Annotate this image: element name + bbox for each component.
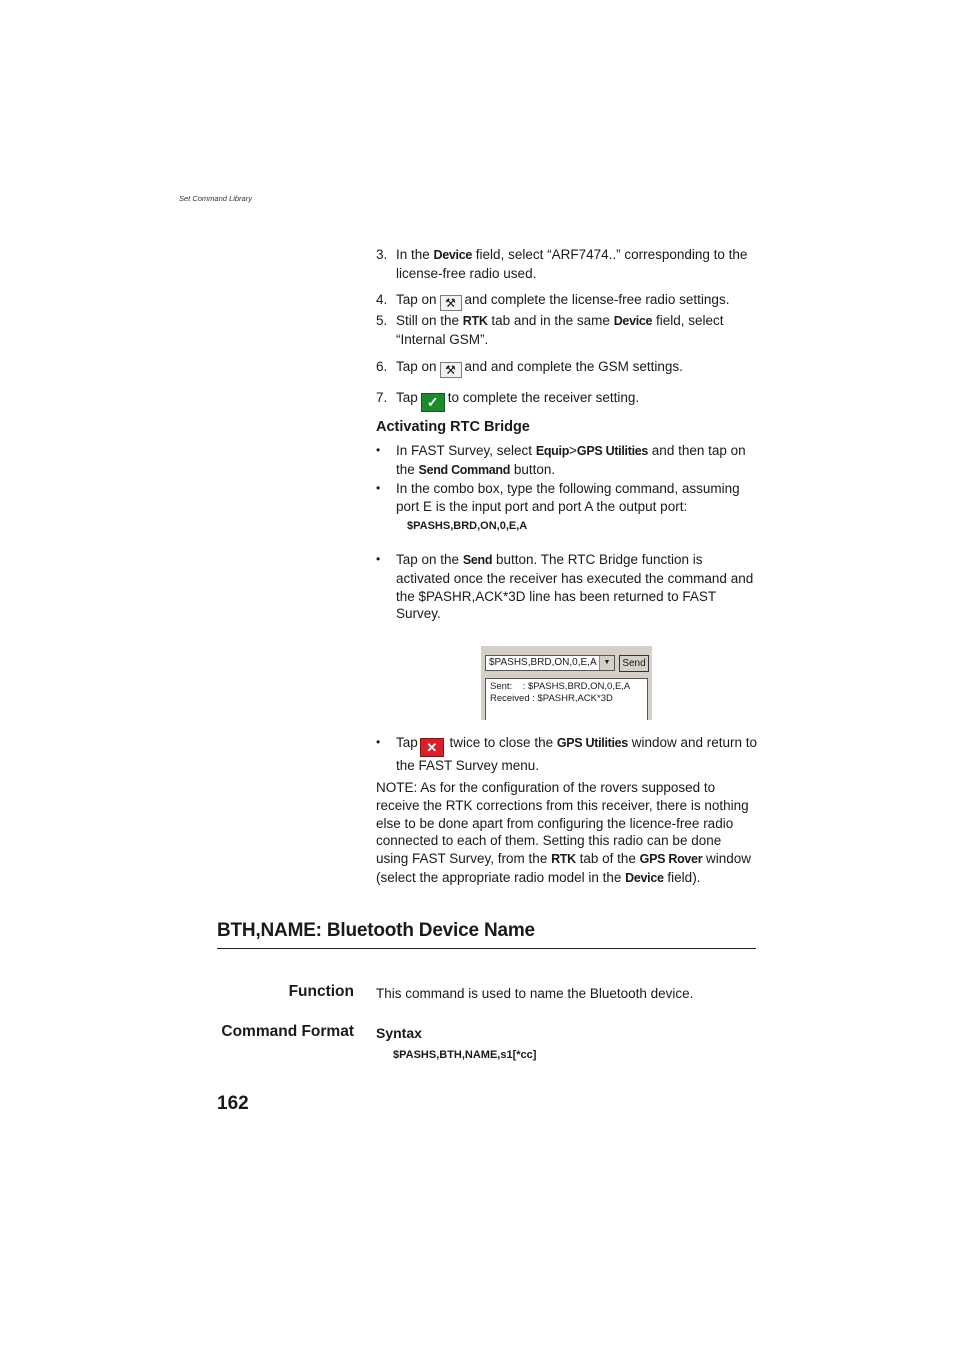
ok-checkmark-icon: ✓ [421, 393, 445, 412]
step-number: 4. [376, 292, 388, 307]
log-line: Sent: : $PASHS,BRD,ON,0,E,A [490, 681, 631, 692]
step-text: Still on the RTK tab and in the same Device field, select “Internal GSM”. [396, 313, 724, 347]
step-text: Tap on ⚒ and and complete the GSM settings. [396, 359, 683, 377]
bullet-text: In the combo box, type the following command, assuming port E is the input port and port A the output port: [396, 481, 740, 514]
command-code: $PASHS,BRD,ON,0,E,A [407, 520, 528, 532]
function-label: Function [288, 983, 354, 1000]
note-paragraph: NOTE: As for the configuration of the rovers supposed to receive the RTK corrections from this receiver, there is nothing else to be done apart from configuring the licence-free radio connected to each of them. Setting this radio can be done using FAST Survey, from the RTK tab of the GPS Rover window (select the appropriate radio model in the Device field). [376, 780, 752, 885]
step-number: 3. [376, 247, 388, 262]
syntax-label: Syntax [376, 1025, 422, 1041]
bullet-mark: • [376, 552, 381, 566]
step-number: 5. [376, 313, 388, 328]
function-text: This command is used to name the Bluetooth device. [376, 986, 694, 1001]
section-title: BTH,NAME: Bluetooth Device Name [217, 920, 535, 941]
send-command-screenshot [481, 646, 652, 720]
tools-icon: ⚒ [440, 362, 462, 378]
bullet-mark: • [376, 481, 381, 495]
close-icon: ✕ [420, 738, 444, 757]
log-line: Received : $PASHR,ACK*3D [490, 692, 613, 704]
command-log [485, 678, 648, 720]
step-number: 7. [376, 390, 388, 405]
bullet-text: Tap ✕ twice to close the GPS Utilities window and return to the FAST Survey menu. [396, 735, 758, 773]
page-number: 162 [217, 1093, 249, 1114]
send-button[interactable]: Send [619, 655, 649, 672]
bullet-text: In FAST Survey, select Equip>GPS Utilities and then tap on the Send Command button. [396, 443, 746, 477]
command-format-label: Command Format [221, 1023, 354, 1040]
tools-icon: ⚒ [440, 295, 462, 311]
syntax-code: $PASHS,BTH,NAME,s1[*cc] [393, 1049, 537, 1061]
section-divider [217, 948, 756, 949]
step-text: In the Device field, select “ARF7474..” corresponding to the license-free radio used. [396, 247, 748, 281]
bullet-mark: • [376, 443, 381, 457]
field-name: Device [433, 248, 473, 262]
command-combo-box[interactable]: $PASHS,BRD,ON,0,E,A ▼ [485, 655, 615, 671]
subsection-heading: Activating RTC Bridge [376, 419, 530, 435]
step-number: 6. [376, 359, 388, 374]
bullet-mark: • [376, 735, 381, 749]
bullet-text: Tap on the Send button. The RTC Bridge function is activated once the receiver has executed the command and the $PASHR,ACK*3D line has been returned to FAST Survey. [396, 552, 754, 622]
running-header: Set Command Library [179, 194, 252, 203]
chevron-down-icon[interactable]: ▼ [599, 656, 614, 670]
step-text: Tap on ⚒ and complete the license-free radio settings. [396, 292, 730, 310]
step-text: Tap ✓ to complete the receiver setting. [396, 390, 640, 410]
